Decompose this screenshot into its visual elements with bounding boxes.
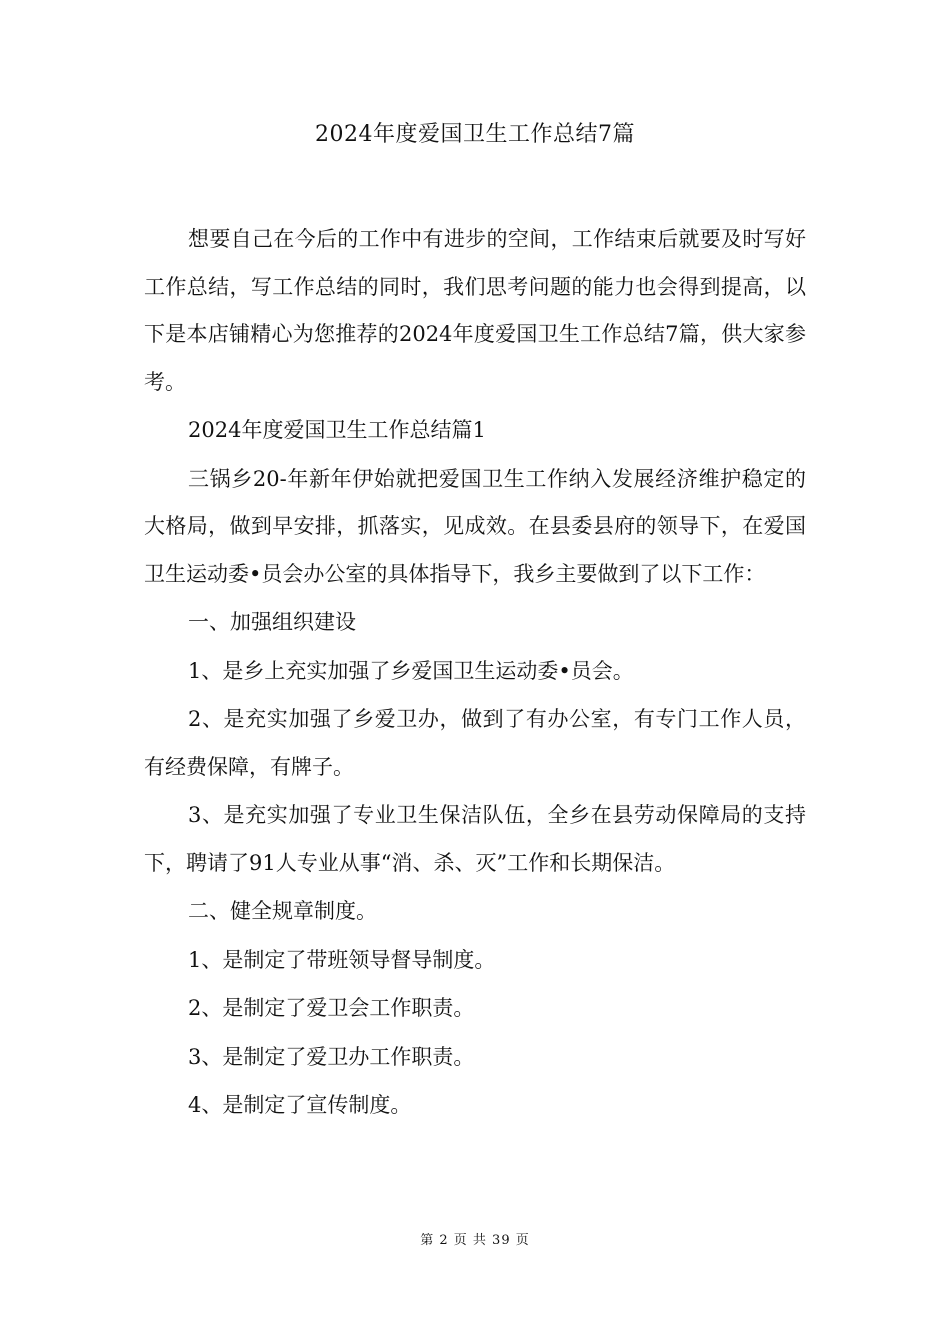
list-item: 1、是制定了带班领导督导制度。: [188, 947, 496, 972]
list-item: 3、是制定了爱卫办工作职责。: [188, 1044, 475, 1069]
subsection-heading: 一、加强组织建设: [188, 610, 356, 634]
list-item: 2、是充实加强了乡爱卫办，做到了有办公室，有专门工作人员，有经费保障，有牌子。: [144, 707, 806, 779]
intro-paragraph: 想要自己在今后的工作中有进步的空间，工作结束后就要及时写好工作总结，写工作总结的同时，我们思考问题的能力也会得到提高，以下是本店铺精心为您推荐的2024年度爱国卫生工作总结7篇，供大家参考。: [144, 227, 806, 394]
list-item: 3、是充实加强了专业卫生保洁队伍，全乡在县劳动保障局的支持下，聘请了91人专业从事“消、杀、灭”工作和长期保洁。: [144, 803, 806, 875]
list-item: 1、是乡上充实加强了乡爱国卫生运动委•员会。: [188, 658, 634, 683]
document-body: [144, 216, 806, 1131]
list-item: 2、是制定了爱卫会工作职责。: [188, 996, 475, 1020]
subsection-heading: 二、健全规章制度。: [188, 899, 377, 923]
page-footer: 第 2 页 共 39 页: [420, 1233, 530, 1248]
body-paragraph: 三锅乡20-年新年伊始就把爱国卫生工作纳入发展经济维护稳定的大格局，做到早安排，抓落实，见成效。在县委县府的领导下，在爱国卫生运动委•员会办公室的具体指导下，我乡主要做到了以下工作：: [144, 466, 806, 586]
document-title: 2024年度爱国卫生工作总结7篇: [315, 122, 635, 147]
list-item: 4、是制定了宣传制度。: [188, 1093, 412, 1117]
section-heading: 2024年度爱国卫生工作总结篇1: [188, 418, 486, 442]
